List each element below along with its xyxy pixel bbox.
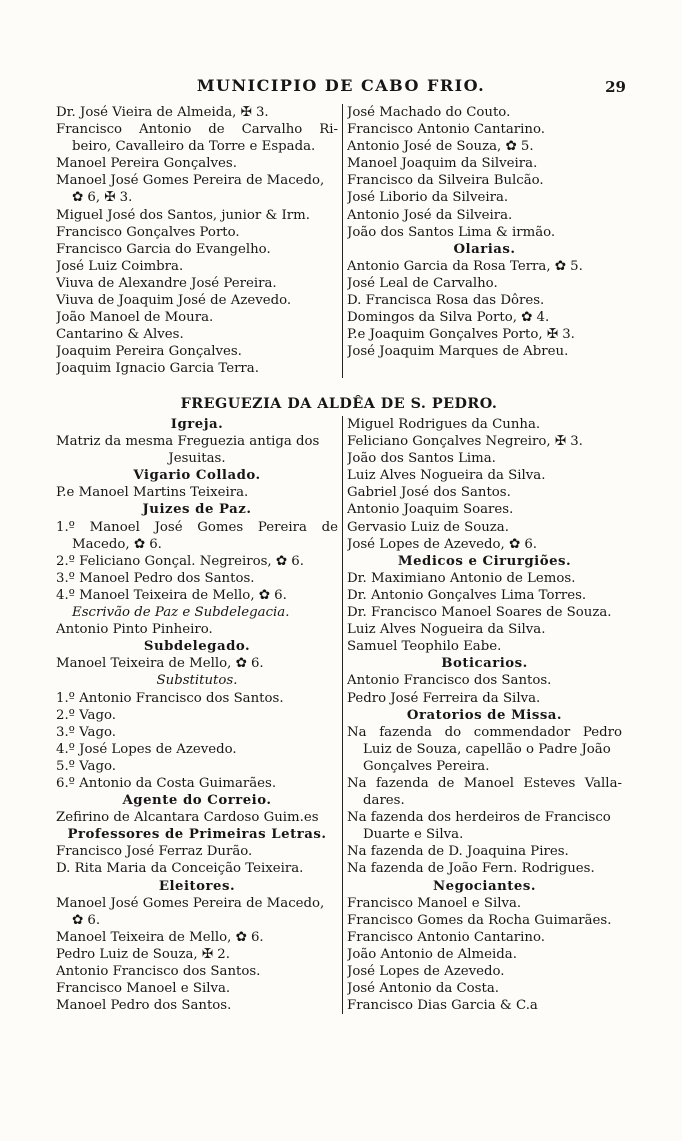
list-entry: Manoel Pereira Gonçalves.	[56, 156, 237, 172]
list-entry: Matriz da mesma Freguezia antiga dos	[56, 434, 320, 450]
list-entry: Dr. Francisco Manoel Soares de Souza.	[347, 605, 612, 621]
list-entry: D. Francisca Rosa das Dôres.	[347, 293, 545, 309]
list-entry: P.e Joaquim Gonçalves Porto, ✠ 3.	[347, 327, 575, 343]
list-entry: João dos Santos Lima & irmão.	[347, 224, 556, 240]
list-entry: Na fazenda de D. Joaquina Pires.	[347, 844, 569, 860]
list-entry: ✿ 6.	[72, 912, 101, 928]
category-heading: Oratorios de Missa.	[406, 707, 563, 723]
list-entry: Feliciano Gonçalves Negreiro, ✠ 3.	[347, 434, 583, 450]
category-heading: Juizes de Paz.	[142, 502, 252, 518]
top-listing	[56, 104, 622, 378]
list-entry: Jesuitas.	[168, 451, 226, 467]
list-entry: Antonio Joaquim Soares.	[347, 502, 514, 518]
parish-right-column	[342, 416, 622, 1014]
category-heading: Medicos e Cirurgiões.	[397, 553, 572, 569]
list-entry: 2.º Vago.	[56, 707, 116, 723]
list-entry: Domingos da Silva Porto, ✿ 4.	[347, 310, 550, 326]
list-entry: João Antonio de Almeida.	[347, 946, 517, 962]
list-entry: José Machado do Couto.	[347, 105, 511, 120]
list-entry: Pedro José Ferreira da Silva.	[347, 690, 541, 706]
list-entry: 3.º Manoel Pedro dos Santos.	[56, 570, 255, 586]
list-entry: Manoel Teixeira de Mello, ✿ 6.	[56, 929, 264, 945]
list-entry: Zefirino de Alcantara Cardoso Guim.es	[56, 810, 319, 826]
list-entry: José Luiz Coimbra.	[56, 258, 184, 274]
list-entry: Manoel José Gomes Pereira de Macedo,	[56, 895, 325, 911]
category-heading: Olarias.	[453, 241, 516, 257]
list-entry: 3.º Vago.	[56, 724, 116, 740]
category-heading: Vigario Collado.	[133, 468, 261, 484]
list-entry: José Joaquim Marques de Abreu.	[347, 344, 569, 360]
list-entry: José Lopes de Azevedo.	[347, 964, 505, 979]
list-entry: Francisco da Silveira Bulcão.	[347, 173, 544, 189]
category-heading: Igreja.	[170, 417, 224, 432]
list-entry: 2.º Feliciano Gonçal. Negreiros, ✿ 6.	[56, 553, 304, 569]
list-entry: Dr. Maximiano Antonio de Lemos.	[347, 570, 576, 586]
list-entry: João Manoel de Moura.	[56, 310, 214, 326]
list-entry: P.e Manoel Martins Teixeira.	[56, 485, 249, 501]
list-entry: Manoel Pedro dos Santos.	[56, 998, 232, 1014]
list-entry: 4.º José Lopes de Azevedo.	[56, 741, 237, 757]
category-heading: Professores de Primeiras Letras.	[67, 827, 327, 843]
list-entry: Antonio Pinto Pinheiro.	[56, 622, 213, 638]
list-entry: Macedo, ✿ 6.	[72, 536, 162, 552]
list-entry: Francisco Dias Garcia & C.a	[347, 998, 538, 1014]
list-entry: Luiz Alves Nogueira da Silva.	[347, 622, 546, 638]
list-entry: Francisco Gonçalves Porto.	[56, 224, 240, 240]
list-entry: Na fazenda de João Fern. Rodrigues.	[347, 861, 595, 877]
list-entry: Joaquim Ignacio Garcia Terra.	[56, 361, 259, 377]
list-entry: Samuel Teophilo Eabe.	[347, 639, 502, 655]
category-heading: Agente do Correio.	[122, 793, 272, 809]
list-entry: Antonio Garcia da Rosa Terra, ✿ 5.	[347, 258, 583, 274]
list-entry: D. Rita Maria da Conceição Teixeira.	[56, 861, 304, 877]
list-entry: 4.º Manoel Teixeira de Mello, ✿ 6.	[56, 587, 287, 603]
list-entry: Francisco Manoel e Silva.	[347, 895, 522, 911]
list-entry: Manoel José Gomes Pereira de Macedo,	[56, 173, 325, 189]
list-entry: José Leal de Carvalho.	[347, 275, 498, 291]
list-entry: Pedro Luiz de Souza, ✠ 2.	[56, 946, 230, 962]
list-entry: Antonio José de Souza, ✿ 5.	[347, 139, 534, 155]
parish-listing	[56, 416, 622, 1014]
list-entry: José Lopes de Azevedo, ✿ 6.	[347, 536, 538, 552]
list-entry: Duarte e Silva.	[363, 827, 464, 843]
list-entry: 1.º Manoel José Gomes Pereira de	[56, 519, 338, 535]
list-entry: Manoel Joaquim da Silveira.	[347, 156, 538, 172]
top-right-column	[342, 104, 622, 378]
list-entry: Miguel José dos Santos, junior & Irm.	[56, 207, 310, 223]
list-entry: Luiz de Souza, capellão o Padre João	[363, 741, 611, 757]
list-entry: Gabriel José dos Santos.	[347, 485, 511, 501]
list-entry: Francisco Antonio Cantarino.	[347, 122, 545, 138]
list-entry: Na fazenda de Manoel Esteves Valla-	[347, 775, 622, 791]
list-entry: Francisco Manoel e Silva.	[56, 981, 231, 997]
list-entry: Miguel Rodrigues da Cunha.	[347, 417, 541, 432]
list-entry: Manoel Teixeira de Mello, ✿ 6.	[56, 656, 264, 672]
category-heading: Boticarios.	[441, 656, 528, 672]
list-entry: Dr. Antonio Gonçalves Lima Torres.	[347, 587, 587, 603]
list-entry: Francisco Antonio Cantarino.	[347, 929, 545, 945]
list-entry: dares.	[363, 793, 405, 809]
list-entry: 1.º Antonio Francisco dos Santos.	[56, 690, 284, 706]
list-entry: 6.º Antonio da Costa Guimarães.	[56, 775, 277, 791]
list-entry: beiro, Cavalleiro da Torre e Espada.	[72, 139, 316, 155]
list-entry: Antonio José da Silveira.	[347, 207, 513, 223]
top-left-column	[56, 104, 342, 378]
list-entry: Francisco Gomes da Rocha Guimarães.	[347, 912, 612, 928]
list-entry: Na fazenda dos herdeiros de Francisco	[347, 810, 611, 826]
list-entry: ✿ 6, ✠ 3.	[72, 190, 133, 206]
list-entry: Escrivão de Paz e Subdelegacia.	[72, 605, 290, 621]
list-entry: Gervasio Luiz de Souza.	[347, 519, 509, 535]
list-entry: Joaquim Pereira Gonçalves.	[56, 344, 242, 360]
list-entry: José Antonio da Costa.	[347, 981, 499, 997]
list-entry: Antonio Francisco dos Santos.	[347, 673, 552, 689]
list-entry: Francisco Garcia do Evangelho.	[56, 241, 271, 257]
category-heading: Negociantes.	[433, 878, 536, 894]
list-entry: 5.º Vago.	[56, 758, 116, 774]
list-entry: José Liborio da Silveira.	[347, 190, 509, 206]
list-entry: João dos Santos Lima.	[347, 451, 496, 467]
list-entry: Francisco José Ferraz Durão.	[56, 844, 253, 860]
running-title: MUNICIPIO DE CABO FRIO.	[196, 76, 486, 95]
list-entry: Francisco Antonio de Carvalho Ri-	[56, 122, 338, 138]
parish-left-column	[56, 416, 342, 1014]
list-entry: Na fazenda do commendador Pedro	[347, 724, 622, 740]
page-number: 29	[605, 78, 626, 96]
list-entry: Substitutos.	[156, 673, 238, 689]
parish-section-title: FREGUEZIA DA ALDÊA DE S. PEDRO.	[180, 396, 498, 412]
list-entry: Dr. José Vieira de Almeida, ✠ 3.	[56, 105, 269, 120]
list-entry: Luiz Alves Nogueira da Silva.	[347, 468, 546, 484]
list-entry: Antonio Francisco dos Santos.	[56, 964, 261, 979]
category-heading: Eleitores.	[158, 878, 236, 894]
page-header	[56, 76, 626, 98]
list-entry: Cantarino & Alves.	[56, 327, 184, 343]
list-entry: Viuva de Alexandre José Pereira.	[56, 275, 277, 291]
list-entry: Gonçalves Pereira.	[363, 758, 490, 774]
list-entry: Viuva de Joaquim José de Azevedo.	[56, 293, 292, 309]
category-heading: Subdelegado.	[143, 639, 251, 655]
